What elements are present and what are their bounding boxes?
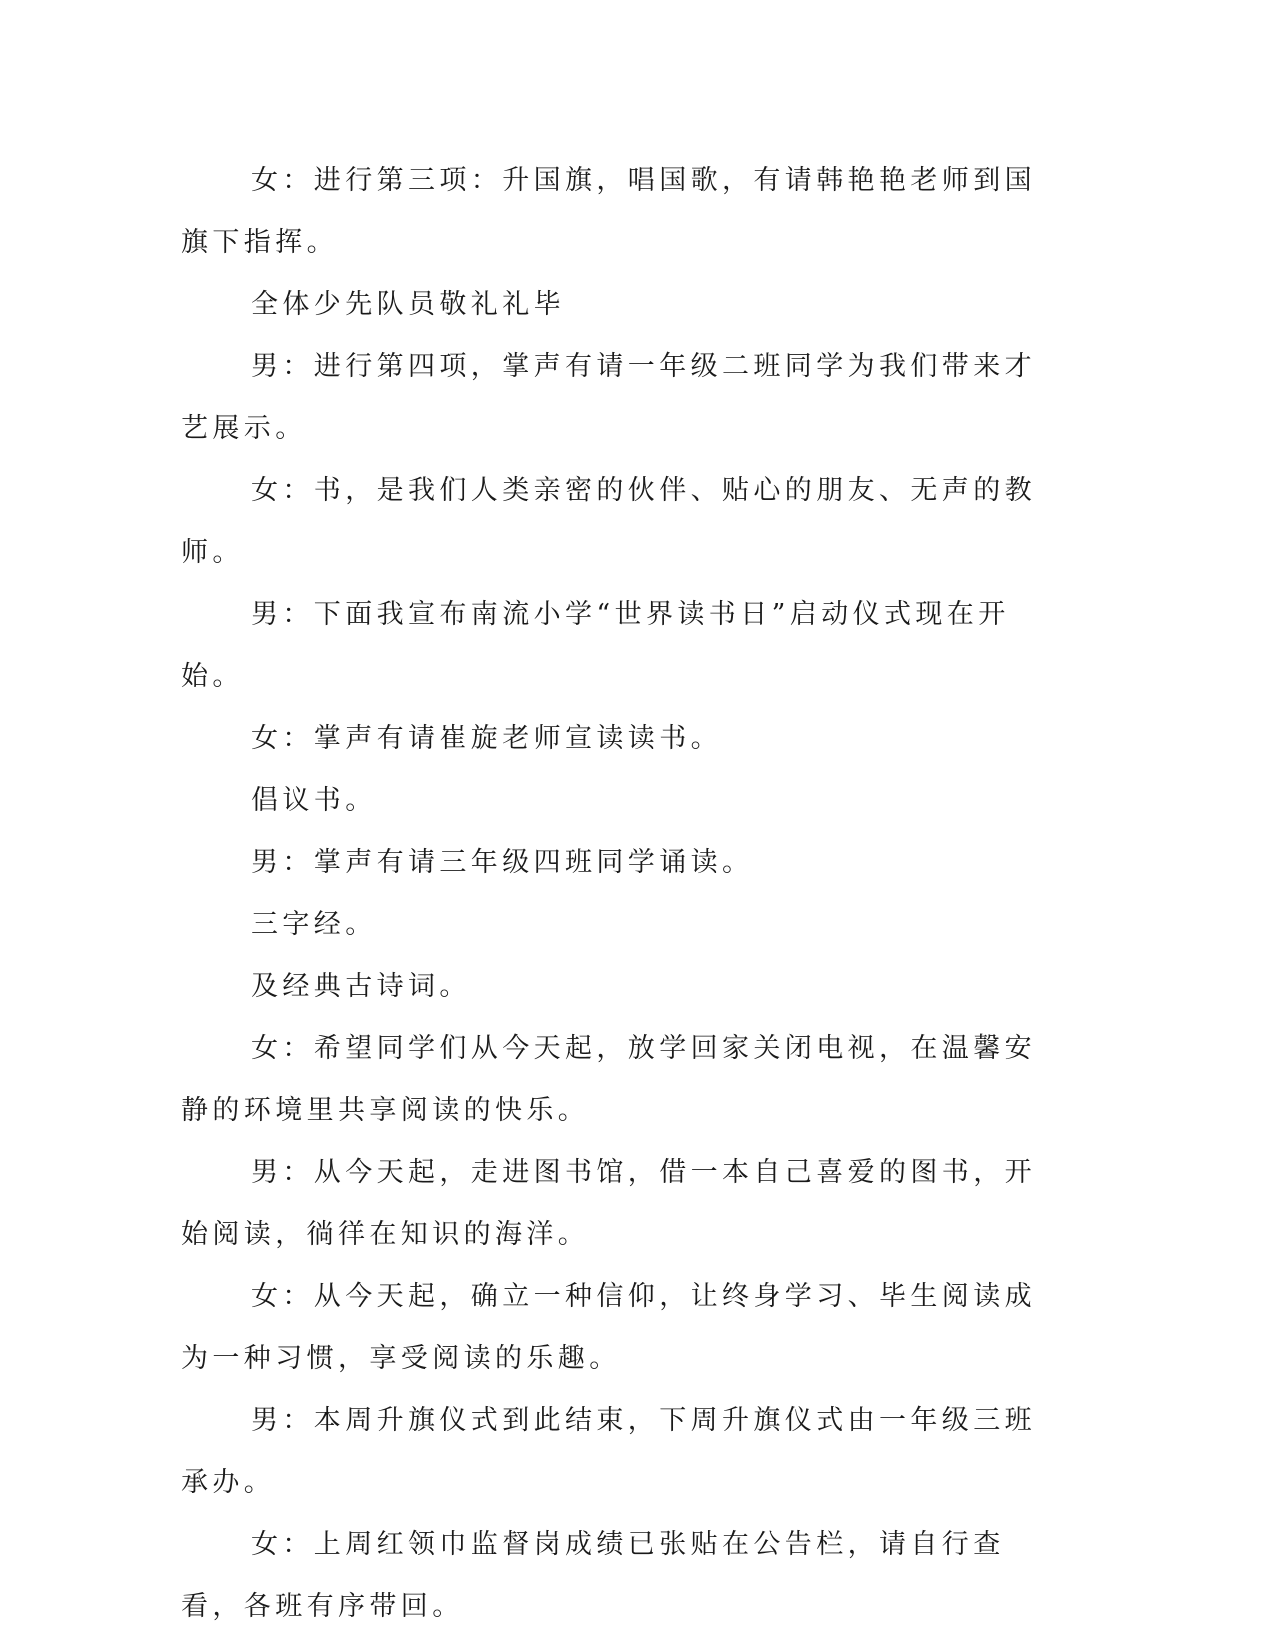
document-body — [181, 150, 1051, 1638]
paragraph: 男：掌声有请三年级四班同学诵读。 — [251, 847, 754, 878]
paragraph: 三字经。 — [251, 909, 377, 940]
paragraph: 女：上周红领巾监督岗成绩已张贴在公告栏，请自行查看，各班有序带回。 — [181, 1529, 1005, 1622]
paragraph: 女：掌声有请崔旋老师宣读读书。 — [251, 723, 722, 754]
paragraph: 女：进行第三项：升国旗，唱国歌，有请韩艳艳老师到国旗下指挥。 — [181, 165, 1036, 258]
paragraph: 女：书，是我们人类亲密的伙伴、贴心的朋友、无声的教师。 — [181, 475, 1036, 568]
paragraph: 男：下面我宣布南流小学“世界读书日”启动仪式现在开始。 — [181, 599, 1010, 692]
paragraph: 全体少先队员敬礼礼毕 — [251, 289, 565, 320]
paragraph: 女：希望同学们从今天起，放学回家关闭电视，在温馨安静的环境里共享阅读的快乐。 — [181, 1033, 1036, 1126]
paragraph: 男：进行第四项，掌声有请一年级二班同学为我们带来才艺展示。 — [181, 351, 1036, 444]
paragraph: 男：从今天起，走进图书馆，借一本自己喜爱的图书，开始阅读，徜徉在知识的海洋。 — [181, 1157, 1036, 1250]
paragraph: 女：从今天起，确立一种信仰，让终身学习、毕生阅读成为一种习惯，享受阅读的乐趣。 — [181, 1281, 1036, 1374]
paragraph: 及经典古诗词。 — [251, 971, 471, 1002]
paragraph: 男：本周升旗仪式到此结束，下周升旗仪式由一年级三班承办。 — [181, 1405, 1036, 1498]
paragraph: 倡议书。 — [251, 785, 377, 816]
